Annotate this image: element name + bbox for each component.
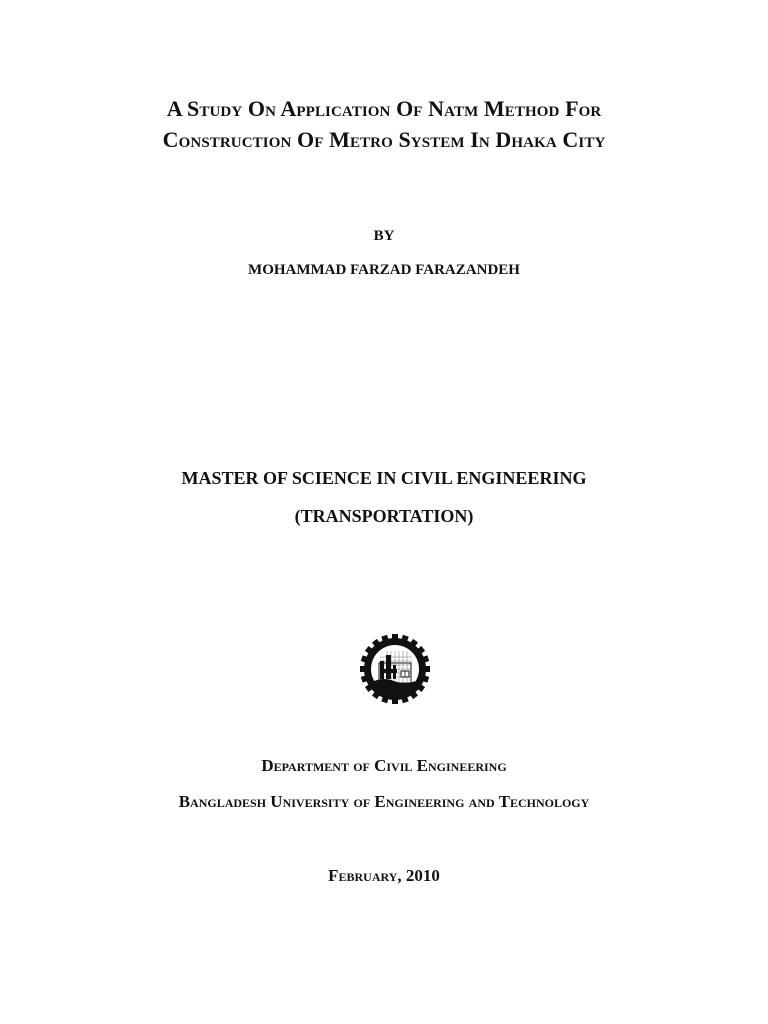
degree-specialization: (TRANSPORTATION)	[294, 506, 474, 526]
department-name: Department of Civil Engineering	[261, 756, 507, 775]
thesis-title-line-2: Construction Of Metro System In Dhaka City	[162, 127, 606, 152]
author-name: MOHAMMAD FARZAD FARAZANDEH	[248, 262, 520, 278]
by-label: BY	[373, 228, 395, 244]
submission-date: February, 2010	[328, 866, 440, 885]
university-name: Bangladesh University of Engineering and Technology	[178, 792, 590, 811]
thesis-title-line-1: A Study On Application Of Natm Method For	[166, 96, 602, 121]
university-gear-seal-icon	[360, 633, 430, 705]
degree-title: MASTER OF SCIENCE IN CIVIL ENGINEERING	[181, 468, 587, 488]
